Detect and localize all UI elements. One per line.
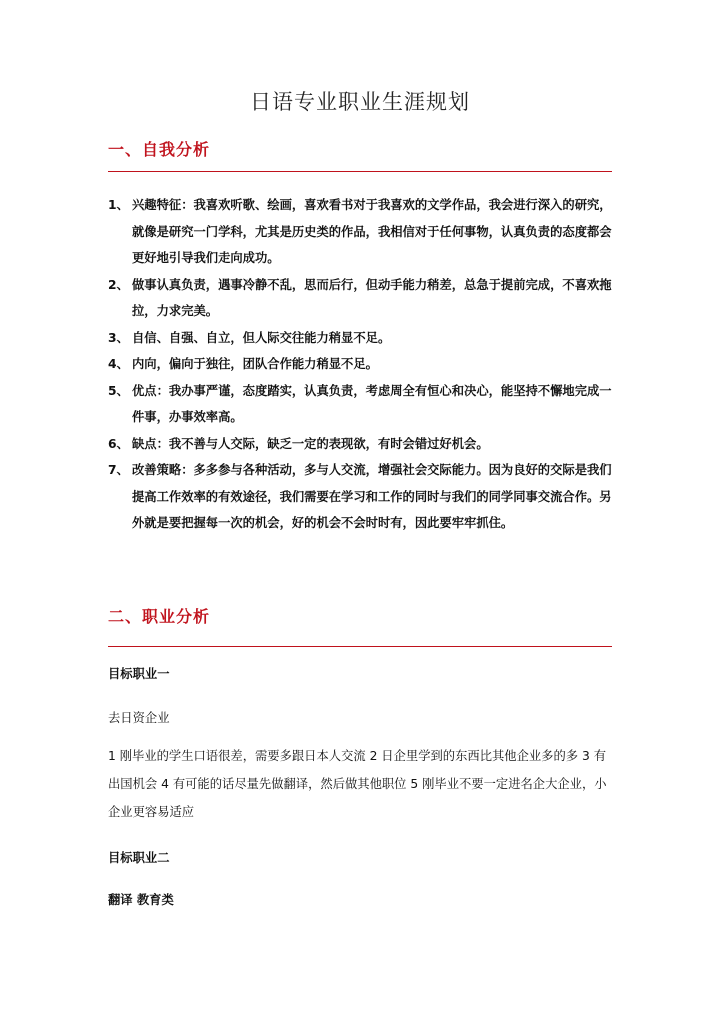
list-item: 2、 做事认真负责，遇事冷静不乱，思而后行，但动手能力稍差，总急于提前完成，不喜欢拖拉，力求完美。 xyxy=(108,277,612,318)
list-item: 1、 兴趣特征：我喜欢听歌、绘画，喜欢看书对于我喜欢的文学作品，我会进行深入的研究，就像是研究一门学科，尤其是历史类的作品，我相信对于任何事物，认真负责的态度都会更好地引导我们走向成功。 xyxy=(108,198,612,265)
list-item: 4、 内向，偏向于独往，团队合作能力稍显不足。 xyxy=(108,357,378,371)
self-analysis-list xyxy=(108,192,616,537)
section-divider xyxy=(108,646,612,647)
section-heading-career-analysis: 二、职业分析 xyxy=(108,607,211,626)
section-divider xyxy=(108,171,612,172)
list-item-text: 缺点：我不善与人交际，缺乏一定的表现欲，有时会错过好机会。 xyxy=(132,436,489,451)
list-item-text: 自信、自强、自立，但人际交往能力稍显不足。 xyxy=(132,330,391,345)
list-item: 6、 缺点：我不善与人交际，缺乏一定的表现欲，有时会错过好机会。 xyxy=(108,436,489,451)
document-title: 日语专业职业生涯规划 xyxy=(250,90,470,114)
list-item-text: 改善策略：多多参与各种活动，多与人交流，增强社会交际能力。因为良好的交际是我们提高工作效率的有效途径，我们需要在学习和工作的同时与我们的同学同事交流合作。另外就是要把握每一次的机会，好的机会不会时时有，因此要牢牢抓住。 xyxy=(132,463,612,530)
target-career-one-paragraph: 1 刚毕业的学生口语很差，需要多跟日本人交流 2 日企里学到的东西比其他企业多的多 3 有出国机会 4 有可能的话尽量先做翻译，然后做其他职位 5 刚毕业不要一定进名企大企业，小企业更容易适应 xyxy=(108,749,607,819)
list-item-text: 内向，偏向于独往，团队合作能力稍显不足。 xyxy=(132,357,378,371)
target-career-one-value: 去日资企业 xyxy=(108,711,170,725)
target-career-two-value: 翻译 教育类 xyxy=(108,893,174,907)
list-item-text: 优点：我办事严谨，态度踏实，认真负责，考虑周全有恒心和决心，能坚持不懈地完成一件事，办事效率高。 xyxy=(132,383,612,424)
list-item: 3、 自信、自强、自立，但人际交往能力稍显不足。 xyxy=(108,330,391,345)
section-heading-self-analysis: 一、自我分析 xyxy=(108,140,211,159)
list-item: 5、 优点：我办事严谨，态度踏实，认真负责，考虑周全有恒心和决心，能坚持不懈地完成一件事，办事效率高。 xyxy=(108,383,612,424)
list-item-text: 兴趣特征：我喜欢听歌、绘画，喜欢看书对于我喜欢的文学作品，我会进行深入的研究，就像是研究一门学科，尤其是历史类的作品，我相信对于任何事物，认真负责的态度都会更好地引导我们走向成功。 xyxy=(132,198,612,265)
list-item-text: 做事认真负责，遇事冷静不乱，思而后行，但动手能力稍差，总急于提前完成，不喜欢拖拉，力求完美。 xyxy=(132,277,612,318)
list-item: 7、 改善策略：多多参与各种活动，多与人交流，增强社会交际能力。因为良好的交际是我们提高工作效率的有效途径，我们需要在学习和工作的同时与我们的同学同事交流合作。另外就是要把握每一次的机会，好的机会不会时时有，因此要牢牢抓住。 xyxy=(108,463,612,530)
target-career-one-label: 目标职业一 xyxy=(108,667,170,681)
target-career-two-label: 目标职业二 xyxy=(108,851,170,865)
